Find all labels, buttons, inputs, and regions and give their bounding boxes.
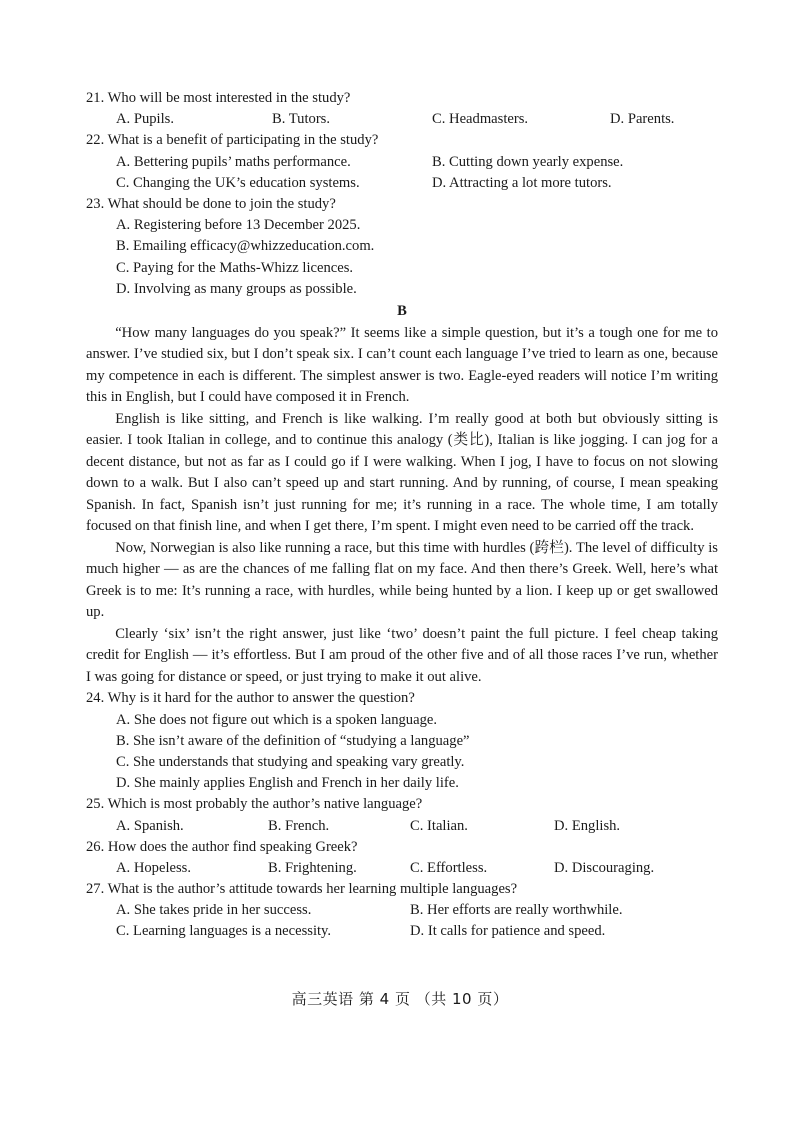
option-23-a[interactable]: A. Registering before 13 December 2025. [116,217,361,234]
question-23-stem: 23. What should be done to join the study? [86,195,336,212]
question-22-options-row1 [86,152,718,173]
section-b-title: B [397,302,407,319]
option-24-d[interactable]: D. She mainly applies English and French in her daily life. [116,775,459,792]
option-26-b[interactable]: B. Frightening. [268,859,357,876]
question-21-options [86,109,718,130]
exam-page [86,88,718,943]
question-24-stem: 24. Why is it hard for the author to answer the question? [86,690,415,707]
option-22-d[interactable]: D. Attracting a lot more tutors. [432,174,612,191]
option-23-c[interactable]: C. Paying for the Maths-Whizz licences. [116,259,354,276]
option-22-b[interactable]: B. Cutting down yearly expense. [432,153,624,170]
option-24-c[interactable]: C. She understands that studying and speaking vary greatly. [116,753,465,770]
option-25-b[interactable]: B. French. [268,817,330,834]
option-26-c[interactable]: C. Effortless. [410,859,488,876]
passage-paragraph-3: Now, Norwegian is also like running a race, but this time with hurdles (跨栏). The level of difficulty is much higher — as are the chances of me falling flat on my face. And then there’s Greek. Well, here’s what Greek is to me: It’s running a race, with hurdles, while being hunted by a lion. I keep up or get swallowed up. [86,539,718,621]
passage-paragraph-4: Clearly ‘six’ isn’t the right answer, just like ‘two’ doesn’t paint the full picture. I feel cheap taking credit for English — it’s effortless. But I am proud of the other five and of all those races I’ve run, whether I was going for distance or speed, or just trying to make it out alive. [86,625,718,685]
option-22-c[interactable]: C. Changing the UK’s education systems. [116,174,360,191]
option-25-d[interactable]: D. English. [554,817,621,834]
option-27-c[interactable]: C. Learning languages is a necessity. [116,923,332,940]
option-21-b[interactable]: B. Tutors. [272,111,331,128]
option-21-d[interactable]: D. Parents. [610,111,675,128]
question-25-options [86,816,718,837]
option-25-a[interactable]: A. Spanish. [116,817,184,834]
question-22-options-row2 [86,173,718,194]
option-25-c[interactable]: C. Italian. [410,817,468,834]
question-27-stem: 27. What is the author’s attitude towards her learning multiple languages? [86,881,518,898]
option-26-a[interactable]: A. Hopeless. [116,859,191,876]
option-24-a[interactable]: A. She does not figure out which is a spoken language. [116,711,437,728]
option-24-b[interactable]: B. She isn’t aware of the definition of “studying a language” [116,732,470,749]
option-23-d[interactable]: D. Involving as many groups as possible. [116,280,357,297]
page-footer: 高三英语 第 4 页 （共 10 页） [291,990,509,1008]
option-22-a[interactable]: A. Bettering pupils’ maths performance. [116,153,351,170]
option-27-b[interactable]: B. Her efforts are really worthwhile. [410,902,623,919]
question-21-stem: 21. Who will be most interested in the study? [86,90,351,106]
question-27-options-row1 [86,900,718,921]
option-26-d[interactable]: D. Discouraging. [554,859,655,876]
passage-paragraph-2: English is like sitting, and French is like walking. I’m really good at both but obviously sitting is easier. I took Italian in college, and to continue this analogy (类比), Italian is like jogging. I can jog for a decent distance, but not as far as I could go if I were walking. When I jog, I have to focus on not slowing down to a walk. But I also can’t speed up and start running. And by running, of course, I mean speaking Spanish. In fact, Spanish isn’t just running for me; it’s running in a race. The whole time, I am totally focused on that finish line, and when I get there, I’m spent. I might even need to be carried off the track. [86,410,718,535]
question-25-stem: 25. Which is most probably the author’s native language? [86,796,423,813]
passage-paragraph-1: “How many languages do you speak?” It seems like a simple question, but it’s a tough one for me to answer. I’ve studied six, but I don’t speak six. I can’t count each language I’ve tried to learn as one, because my competence in each is different. The simplest answer is two. Eagle-eyed readers will notice I’m writing this in English, but I could have composed it in French. [86,324,718,406]
option-27-d[interactable]: D. It calls for patience and speed. [410,923,606,940]
question-26-options [86,858,718,879]
option-27-a[interactable]: A. She takes pride in her success. [116,902,312,919]
passage-b [86,323,718,689]
question-22-stem: 22. What is a benefit of participating in the study? [86,132,379,149]
question-27-options-row2 [86,921,718,942]
option-21-a[interactable]: A. Pupils. [116,111,174,128]
option-23-b[interactable]: B. Emailing efficacy@whizzeducation.com. [116,238,375,255]
question-26-stem: 26. How does the author find speaking Greek? [86,838,358,855]
option-21-c[interactable]: C. Headmasters. [432,111,529,128]
